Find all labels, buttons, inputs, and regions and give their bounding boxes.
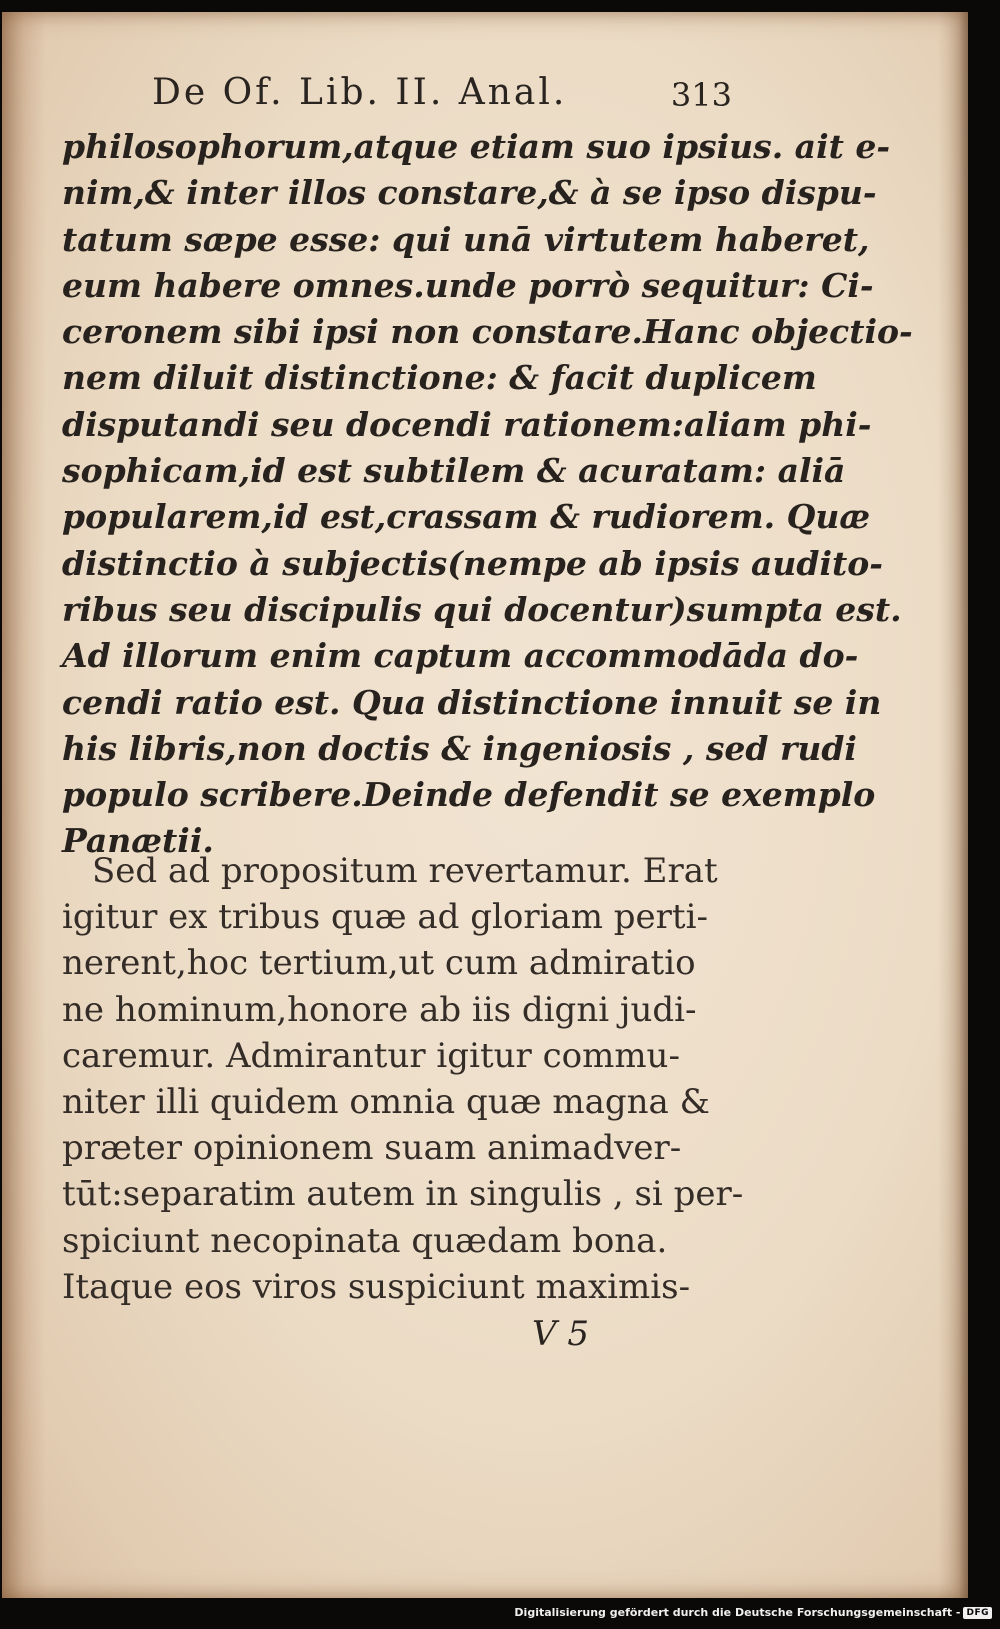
gutter-shadow [2,12,46,1598]
page-header [152,72,732,122]
commentary-line: nim,& inter illos constare,& à se ipso dispu- [62,173,877,213]
commentary-line: his libris,non doctis & ingeniosis , sed rudi [62,728,857,768]
commentary-line: populo scribere.Deinde defendit se exemplo [62,775,876,815]
digitization-credit [514,1606,992,1619]
commentary-line: Panætii. [62,821,214,861]
body-text-block [62,848,744,1310]
body-line: caremur. Admirantur igitur commu- [62,1035,680,1076]
body-line: igitur ex tribus quæ ad gloriam perti- [62,897,708,938]
body-line: Sed ad propositum revertamur. Erat [92,851,718,891]
commentary-line: tatum sæpe esse: qui unā virtutem haberet, [62,219,870,259]
paper-page [2,12,968,1598]
body-line: niter illi quidem omnia quæ magna & [62,1081,710,1122]
page-number: 313 [670,76,732,114]
signature-mark: V 5 [532,1314,589,1354]
body-line: ne hominum,honore ab iis digni judi- [62,989,697,1030]
dfg-logo: DFG [963,1607,992,1619]
commentary-line: disputandi seu docendi rationem:aliam phi- [62,404,872,444]
commentary-line: Ad illorum enim captum accommodāda do- [62,636,859,676]
commentary-line: ceronem sibi ipsi non constare.Hanc objectio- [62,312,913,352]
body-line: Itaque eos viros suspiciunt maximis- [62,1266,691,1307]
commentary-line: philosophorum,atque etiam suo ipsius. ait e- [62,127,891,166]
page-edge-shadow [938,12,968,1598]
commentary-block [62,124,913,865]
body-line: præter opinionem suam animadver- [62,1128,682,1169]
commentary-line: sophicam,id est subtilem & acuratam: aliā [62,451,846,491]
commentary-line: nem diluit distinctione: & facit duplicem [62,358,817,398]
commentary-line: ribus seu discipulis qui docentur)sumpta est. [62,589,902,629]
credit-text: Digitalisierung gefördert durch die Deutsche Forschungsgemeinschaft - [514,1606,961,1619]
commentary-line: eum habere omnes.unde porrò sequitur: Ci- [62,265,874,305]
commentary-line: distinctio à subjectis(nempe ab ipsis audito- [62,543,883,583]
body-line: nerent,hoc tertium,ut cum admiratio [62,943,696,984]
body-line: tūt:separatim autem in singulis , si per- [62,1174,744,1215]
running-head: De Of. Lib. II. Anal. [152,72,568,113]
commentary-line: popularem,id est,crassam & rudiorem. Quæ [62,497,871,537]
body-line: spiciunt necopinata quædam bona. [62,1220,668,1261]
commentary-line: cendi ratio est. Qua distinctione innuit se in [62,682,882,722]
